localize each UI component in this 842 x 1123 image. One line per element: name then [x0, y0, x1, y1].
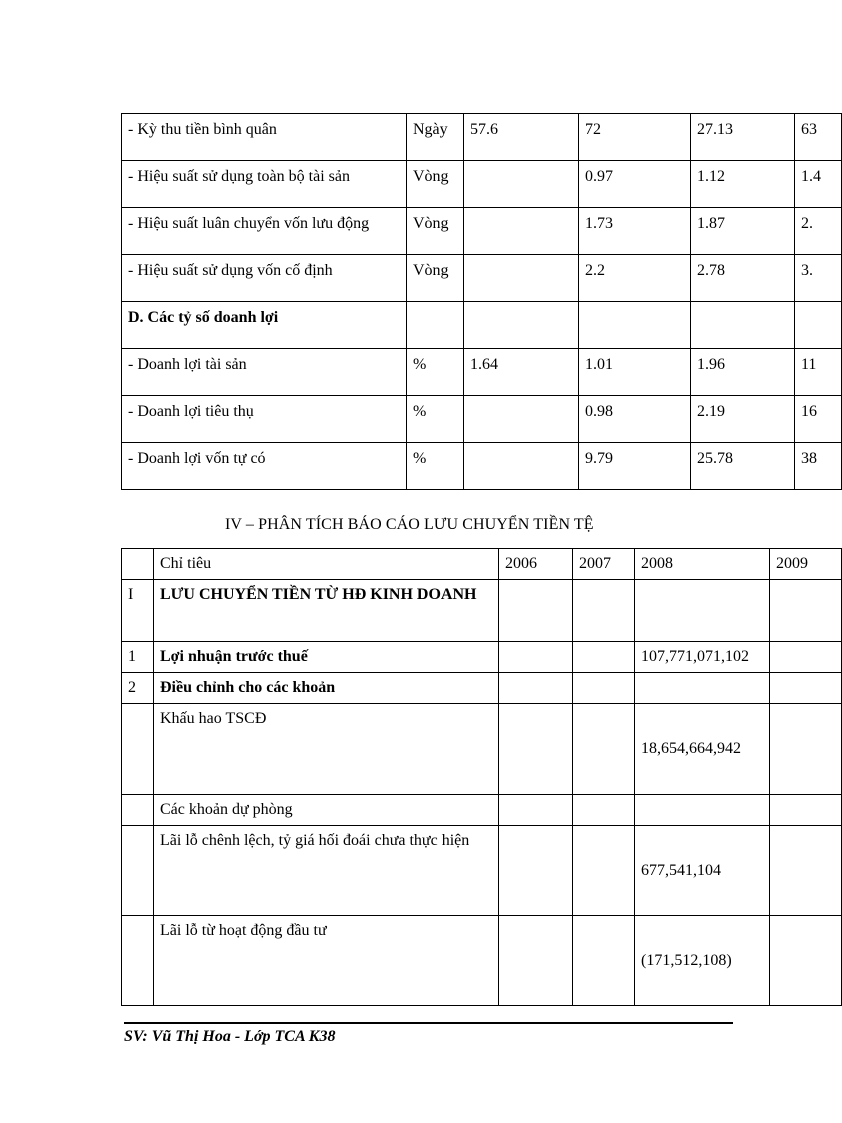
- cell-value: 1.01: [579, 349, 691, 396]
- table-row: [122, 208, 842, 255]
- table-row: [122, 826, 842, 916]
- cell-value: [691, 302, 795, 349]
- table-row: [122, 795, 842, 826]
- table-row: [122, 161, 842, 208]
- row-item: Điều chỉnh cho các khoản: [154, 673, 499, 704]
- row-item: Lãi lỗ từ hoạt động đầu tư: [154, 916, 499, 1006]
- header-year: 2007: [573, 549, 635, 580]
- cell-value: [770, 795, 842, 826]
- cell-value: 1.87: [691, 208, 795, 255]
- section-row: [122, 302, 842, 349]
- cell-value: 25.78: [691, 443, 795, 490]
- cell-value: 1.73: [579, 208, 691, 255]
- row-label: - Doanh lợi tài sản: [122, 349, 407, 396]
- table-row: [122, 704, 842, 795]
- cell-value: 63: [795, 114, 842, 161]
- cell-value: 107,771,071,102: [635, 642, 770, 673]
- cell-value: [795, 302, 842, 349]
- header-year: 2009: [770, 549, 842, 580]
- table-row: [122, 255, 842, 302]
- cell-value: [573, 826, 635, 916]
- cell-value: [770, 916, 842, 1006]
- section-heading: IV – PHÂN TÍCH BÁO CÁO LƯU CHUYỂN TIỀN TỆ: [225, 516, 594, 533]
- row-no: 1: [122, 642, 154, 673]
- table-row: [122, 642, 842, 673]
- table-row: [122, 396, 842, 443]
- cell-value: [464, 443, 579, 490]
- cell-value: 72: [579, 114, 691, 161]
- cell-value: [573, 580, 635, 642]
- cell-value: [573, 673, 635, 704]
- table-row: [122, 673, 842, 704]
- cell-value: [573, 916, 635, 1006]
- table-row: [122, 916, 842, 1006]
- row-item: Lợi nhuận trước thuế: [154, 642, 499, 673]
- cell-value: 9.79: [579, 443, 691, 490]
- table-header-row: [122, 549, 842, 580]
- cell-value: 57.6: [464, 114, 579, 161]
- cell-value: 1.96: [691, 349, 795, 396]
- cell-value: [770, 580, 842, 642]
- row-unit: Vòng: [407, 255, 464, 302]
- cell-value: [499, 916, 573, 1006]
- cell-value: [770, 826, 842, 916]
- row-unit: Vòng: [407, 161, 464, 208]
- cell-value: 2.2: [579, 255, 691, 302]
- cell-value: 2.19: [691, 396, 795, 443]
- cell-value: 2.78: [691, 255, 795, 302]
- section-title: D. Các tỷ số doanh lợi: [122, 302, 407, 349]
- cell-value: [573, 704, 635, 795]
- row-no: [122, 916, 154, 1006]
- cell-value: 16: [795, 396, 842, 443]
- cell-value: 1.64: [464, 349, 579, 396]
- row-item: LƯU CHUYỂN TIỀN TỪ HĐ KINH DOANH: [154, 580, 499, 642]
- row-no: 2: [122, 673, 154, 704]
- cell-value: [635, 795, 770, 826]
- cell-value: [573, 642, 635, 673]
- cell-value: [579, 302, 691, 349]
- cell-value: [464, 208, 579, 255]
- footer-divider: [124, 1022, 733, 1024]
- cell-value: [635, 580, 770, 642]
- cell-value: [499, 580, 573, 642]
- row-no: I: [122, 580, 154, 642]
- page-footer: SV: Vũ Thị Hoa - Lớp TCA K38: [124, 1028, 336, 1045]
- row-no: [122, 826, 154, 916]
- header-no: [122, 549, 154, 580]
- row-label: - Doanh lợi tiêu thụ: [122, 396, 407, 443]
- cell-value: [635, 673, 770, 704]
- cell-value: [770, 704, 842, 795]
- ratios-table: [121, 113, 842, 490]
- row-unit: Ngày: [407, 114, 464, 161]
- cell-value: 3.: [795, 255, 842, 302]
- row-unit: [407, 302, 464, 349]
- cell-value: 1.4: [795, 161, 842, 208]
- row-unit: %: [407, 396, 464, 443]
- cell-value: [464, 302, 579, 349]
- table-row: [122, 114, 842, 161]
- cell-value: 677,541,104: [635, 826, 770, 916]
- row-unit: %: [407, 349, 464, 396]
- header-year: 2008: [635, 549, 770, 580]
- cell-value: [499, 826, 573, 916]
- cell-value: [464, 396, 579, 443]
- cell-value: 18,654,664,942: [635, 704, 770, 795]
- row-label: - Doanh lợi vốn tự có: [122, 443, 407, 490]
- cell-value: [573, 795, 635, 826]
- header-item: Chỉ tiêu: [154, 549, 499, 580]
- cell-value: [499, 642, 573, 673]
- cashflow-table: [121, 548, 842, 1006]
- header-year: 2006: [499, 549, 573, 580]
- row-unit: %: [407, 443, 464, 490]
- table-row: [122, 443, 842, 490]
- cell-value: 2.: [795, 208, 842, 255]
- row-label: - Hiệu suất sử dụng toàn bộ tài sản: [122, 161, 407, 208]
- cell-value: 1.12: [691, 161, 795, 208]
- row-item: Các khoản dự phòng: [154, 795, 499, 826]
- cell-value: 38: [795, 443, 842, 490]
- cell-value: [464, 161, 579, 208]
- cell-value: (171,512,108): [635, 916, 770, 1006]
- row-no: [122, 795, 154, 826]
- row-label: - Hiệu suất luân chuyển vốn lưu động: [122, 208, 407, 255]
- cell-value: 0.97: [579, 161, 691, 208]
- cell-value: 0.98: [579, 396, 691, 443]
- row-label: - Hiệu suất sử dụng vốn cố định: [122, 255, 407, 302]
- cell-value: 11: [795, 349, 842, 396]
- table-row: [122, 349, 842, 396]
- cell-value: [499, 795, 573, 826]
- cell-value: 27.13: [691, 114, 795, 161]
- cell-value: [499, 704, 573, 795]
- cell-value: [770, 673, 842, 704]
- row-item: Lãi lỗ chênh lệch, tỷ giá hối đoái chưa thực hiện: [154, 826, 499, 916]
- cell-value: [770, 642, 842, 673]
- table-row: [122, 580, 842, 642]
- cell-value: [499, 673, 573, 704]
- row-item: Khấu hao TSCĐ: [154, 704, 499, 795]
- row-unit: Vòng: [407, 208, 464, 255]
- row-label: - Kỳ thu tiền bình quân: [122, 114, 407, 161]
- cell-value: [464, 255, 579, 302]
- row-no: [122, 704, 154, 795]
